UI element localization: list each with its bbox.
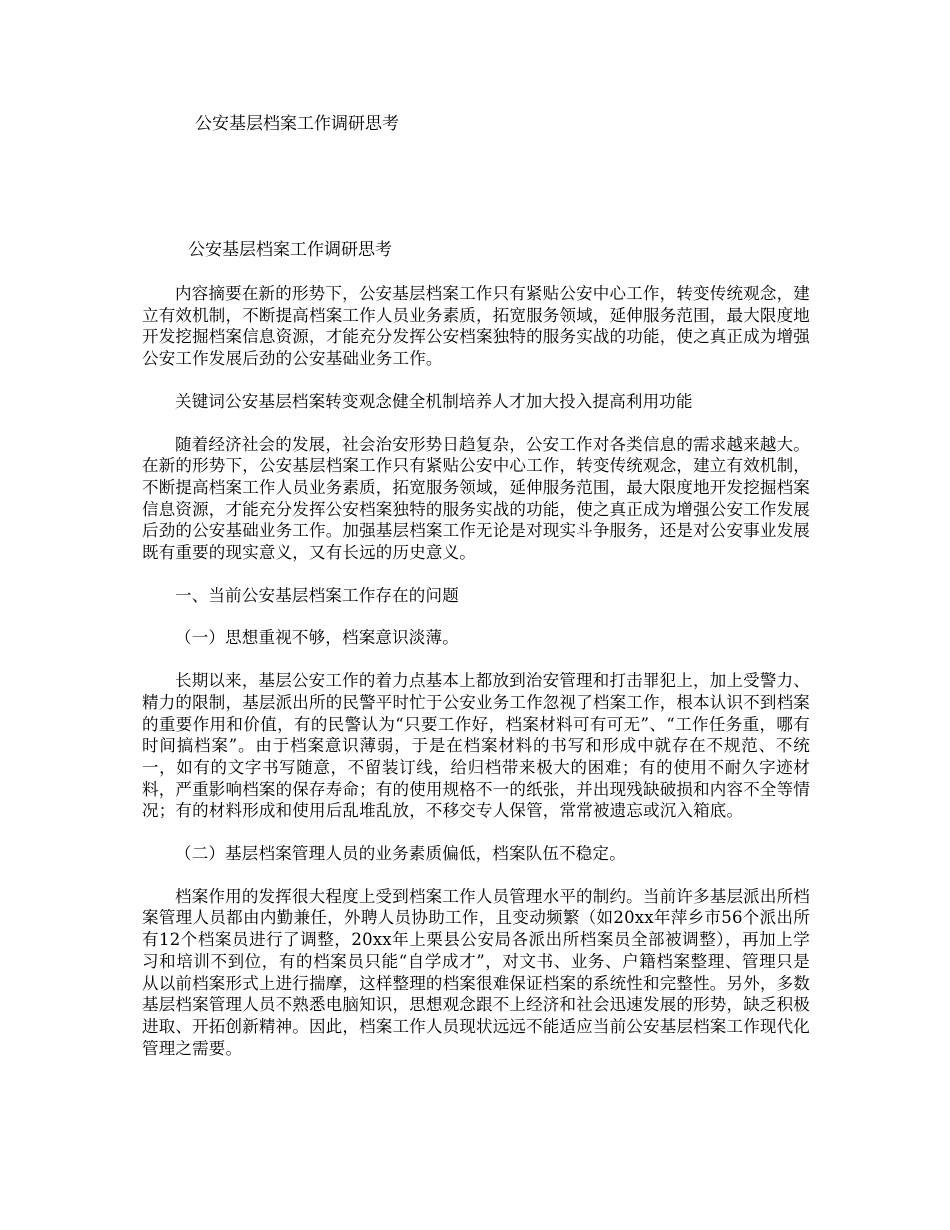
abstract-paragraph: 内容摘要在新的形势下，公安基层档案工作只有紧贴公安中心工作，转变传统观念，建立有效机制，不断提高档案工作人员业务素质，拓宽服务领域，延伸服务范围，最大限度地开发挖掘档案信息资源，才能充分发挥公安档案独特的服务实战的功能，使之真正成为增强公安工作发展后劲的公安基础业务工作。 — [142, 284, 810, 369]
intro-paragraph: 随着经济社会的发展，社会治安形势日趋复杂，公安工作对各类信息的需求越来越大。在新的形势下，公安基层档案工作只有紧贴公安中心工作，转变传统观念，建立有效机制，不断提高档案工作人员业务素质，拓宽服务领域，延伸服务范围，最大限度地开发挖掘档案信息资源，才能充分发挥公安档案独特的服务实战的功能，使之真正成为增强公安工作发展后劲的公安基础业务工作。加强基层档案工作无论是对现实斗争服务，还是对公安事业发展既有重要的现实意义，又有长远的历史意义。 — [142, 434, 810, 563]
subsection-heading-1: （一）思想重视不够，档案意识淡薄。 — [175, 628, 459, 648]
section-heading-1: 一、当前公安基层档案工作存在的问题 — [175, 585, 459, 605]
document-body — [142, 238, 810, 1080]
body-paragraph-1: 长期以来，基层公安工作的着力点基本上都放到治安管理和打击罪犯上，加上受警力、精力的限制，基层派出所的民警平时忙于公安业务工作忽视了档案工作，根本认识不到档案的重要作用和价值，有的民警认为“只要工作好，档案材料可有可无”、“工作任务重，哪有时间搞档案”。由于档案意识薄弱，于是在档案材料的书写和形成中就存在不规范、不统一，如有的文字书写随意，不留装订线，给归档带来极大的困难；有的使用不耐久字迹材料，严重影响档案的保存寿命；有的使用规格不一的纸张，并出现残缺破损和内容不全等情况；有的材料形成和使用后乱堆乱放，不移交专人保管，常常被遗忘或沉入箱底。 — [142, 671, 810, 821]
body-paragraph-2: 档案作用的发挥很大程度上受到档案工作人员管理水平的制约。当前许多基层派出所档案管理人员都由内勤兼任，外聘人员协助工作，且变动频繁（如20xx年萍乡市56个派出所有12个档案员进行了调整，20xx年上栗县公安局各派出所档案员全部被调整），再加上学习和培训不到位，有的档案员只能“自学成才”，对文书、业务、户籍档案整理、管理只是从以前档案形式上进行揣摩，这样整理的档案很难保证档案的系统性和完整性。另外，多数基层档案管理人员不熟悉电脑知识，思想观念跟不上经济和社会迅速发展的形势，缺乏积极进取、开拓创新精神。因此，档案工作人员现状远远不能适应当前公安基层档案工作现代化管理之需要。 — [142, 886, 810, 1058]
document-subtitle: 公安基层档案工作调研思考 — [188, 240, 392, 260]
keywords-paragraph: 关键词公安基层档案转变观念健全机制培养人才加大投入提高利用功能 — [175, 391, 693, 411]
document-title: 公安基层档案工作调研思考 — [195, 114, 399, 134]
subsection-heading-2: （二）基层档案管理人员的业务素质偏低，档案队伍不稳定。 — [175, 844, 626, 864]
